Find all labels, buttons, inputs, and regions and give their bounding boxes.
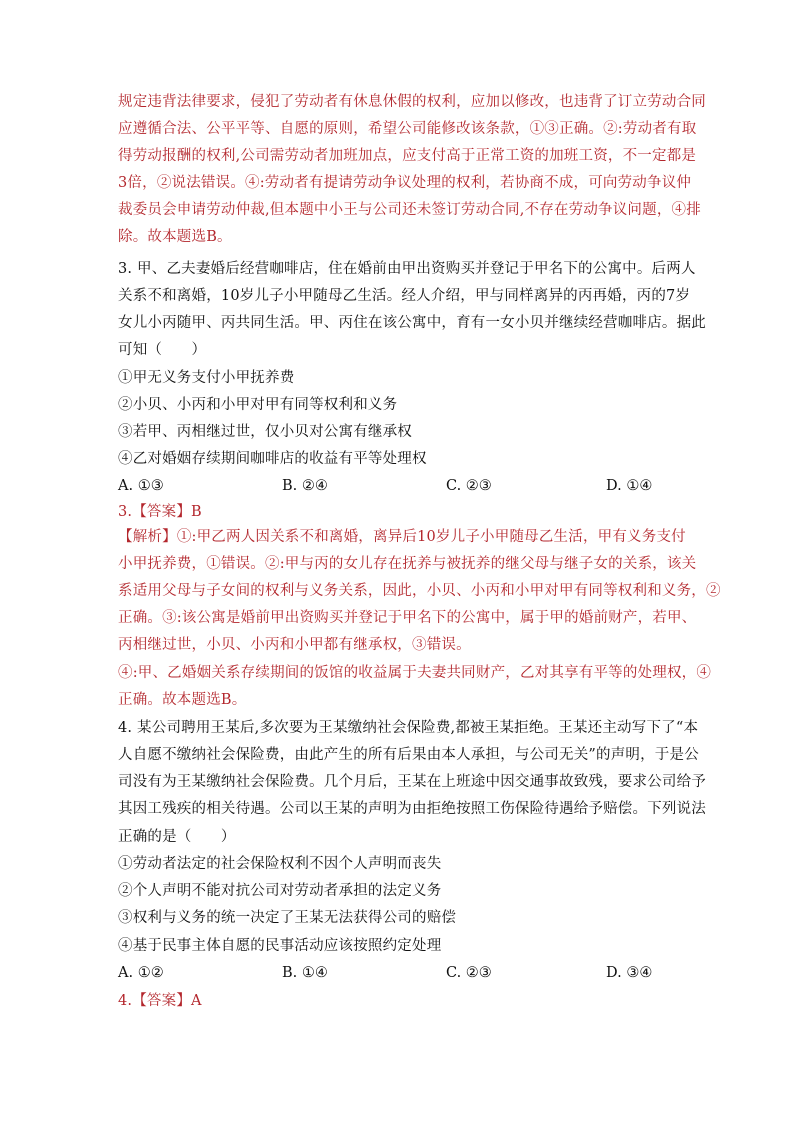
q3-explanation-label: 【解析】 xyxy=(118,529,177,545)
q3-explanation-line-5: 丙相继过世，小贝、小丙和小甲都有继承权，③错误。 xyxy=(118,637,471,653)
prev-explanation-line-3: 得劳动报酬的权利,公司需劳动者加班加点，应支付高于正常工资的加班工资，不一定都是 xyxy=(118,148,697,164)
q4-option-a: A. ①② xyxy=(118,965,164,981)
q3-explanation-line-6: ④:甲、乙婚姻关系存续期间的饭馆的收益属于夫妻共同财产，乙对其享有平等的处理权，④ xyxy=(118,665,712,681)
prev-explanation-line-1: 规定违背法律要求，侵犯了劳动者有休息休假的权利，应加以修改，也违背了订立劳动合同 xyxy=(118,94,706,110)
q3-stem-line-1: 3. 甲、乙夫妻婚后经营咖啡店，住在婚前由甲出资购买并登记于甲名下的公寓中。后两人 xyxy=(118,261,696,277)
q3-explanation-line-7: 正确。故本题选B。 xyxy=(118,692,247,708)
q4-stem-line-4: 其因工残疾的相关待遇。公司以王某的声明为由拒绝按照工伤保险待遇给予赔偿。下列说法 xyxy=(118,801,706,817)
q4-statement-4: ④基于民事主体自愿的民事活动应该按照约定处理 xyxy=(118,938,442,954)
q4-statement-3: ③权利与义务的统一决定了王某无法获得公司的赔偿 xyxy=(118,910,457,926)
q3-explanation-line-2: 小甲抚养费，①错误。②:甲与丙的女儿存在抚养与被抚养的继父母与继子女的关系，该关 xyxy=(118,556,697,572)
q4-option-d: D. ③④ xyxy=(606,965,653,981)
q3-explanation-line-1 xyxy=(118,528,686,546)
q3-option-a: A. ①③ xyxy=(118,478,164,494)
prev-explanation-line-2-tail: ②:劳动者有取 xyxy=(603,121,697,137)
q4-statement-1: ①劳动者法定的社会保险权利不因个人声明而丧失 xyxy=(118,856,442,872)
q4-option-b: B. ①④ xyxy=(282,965,328,981)
q4-stem-line-1: 4. 某公司聘用王某后,多次要为王某缴纳社会保险费,都被王某拒绝。王某还主动写下了“本 xyxy=(118,720,699,736)
prev-explanation-line-5: 裁委员会申请劳动仲裁,但本题中小王与公司还未签订劳动合同,不存在劳动争议问题，④排 xyxy=(118,202,701,218)
prev-explanation-line-2-text: 应遵循合法、公平平等、自愿的原则，希望公司能修改该条款，①③正确。 xyxy=(118,121,604,137)
q4-stem-line-2: 人自愿不缴纳社会保险费，由此产生的所有后果由本人承担，与公司无关”的声明，于是公 xyxy=(118,747,699,763)
q3-option-d: D. ①④ xyxy=(606,478,653,494)
q3-stem-line-3: 女儿小丙随甲、丙共同生活。甲、丙住在该公寓中，育有一女小贝并继续经营咖啡店。据此 xyxy=(118,315,706,331)
q4-option-c: C. ②③ xyxy=(446,965,492,981)
q3-statement-4: ④乙对婚姻存续期间咖啡店的收益有平等处理权 xyxy=(118,451,427,467)
q3-statement-2: ②小贝、小丙和小甲对甲有同等权利和义务 xyxy=(118,397,398,413)
q3-stem-line-2: 关系不和离婚，10岁儿子小甲随母乙生活。经人介绍，甲与同样离异的丙再婚，丙的7岁 xyxy=(118,288,691,304)
q3-statement-1: ①甲无义务支付小甲抚养费 xyxy=(118,370,295,386)
prev-explanation-line-2 xyxy=(118,120,697,138)
prev-explanation-line-6: 除。故本题选B。 xyxy=(118,229,232,245)
q3-explanation-line-4: 正确。③:该公寓是婚前甲出资购买并登记于甲名下的公寓中，属于甲的婚前财产，若甲、 xyxy=(118,610,697,626)
q3-option-b: B. ②④ xyxy=(282,478,328,494)
q3-answer: 3.【答案】B xyxy=(118,504,202,520)
q4-stem-line-5: 正确的是（ ） xyxy=(118,829,236,845)
q3-option-c: C. ②③ xyxy=(446,478,492,494)
q4-answer: 4.【答案】A xyxy=(118,993,202,1009)
prev-explanation-line-4: 3倍，②说法错误。④:劳动者有提请劳动争议处理的权利，若协商不成，可向劳动争议仲 xyxy=(118,175,692,191)
q4-statement-2: ②个人声明不能对抗公司对劳动者承担的法定义务 xyxy=(118,883,442,899)
q3-stem-line-4: 可知（ ） xyxy=(118,342,207,358)
q3-statement-3: ③若甲、丙相继过世，仅小贝对公寓有继承权 xyxy=(118,424,412,440)
q3-explanation-line-3: 系适用父母与子女间的权利与义务关系，因此，小贝、小丙和小甲对甲有同等权利和义务，② xyxy=(118,583,721,599)
q4-stem-line-3: 司没有为王某缴纳社会保险费。几个月后，王某在上班途中因交通事故致残，要求公司给予 xyxy=(118,774,706,790)
q3-explanation-line-1-text: ①:甲乙两人因关系不和离婚，离异后10岁儿子小甲随母乙生活，甲有义务支付 xyxy=(176,529,686,545)
